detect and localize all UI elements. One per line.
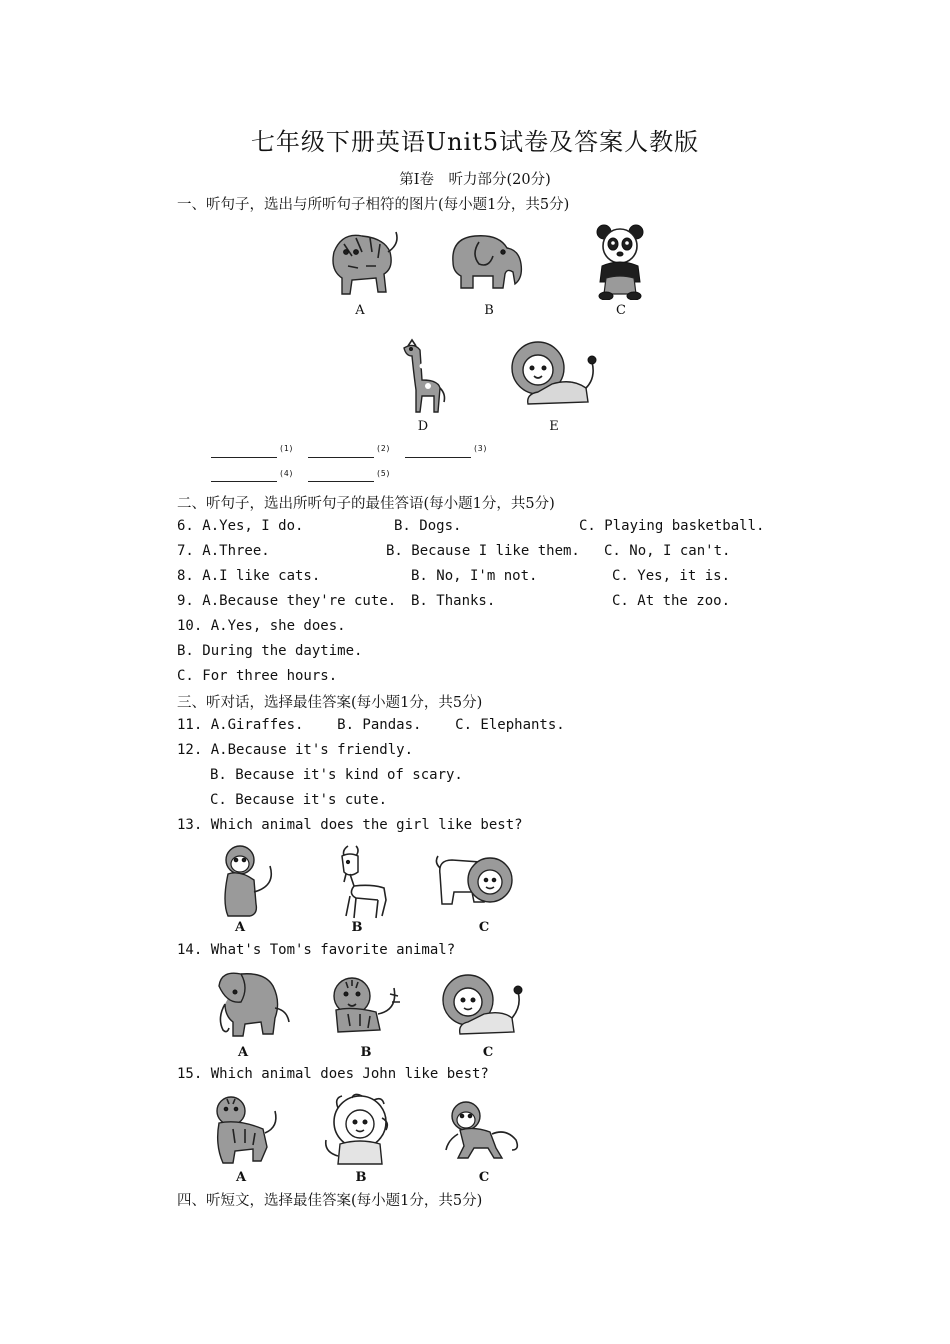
q12-option-c: C. Because it's cute. [210,792,388,808]
blank-number-1: (1) [279,444,294,453]
lion-icon [318,1092,402,1168]
q11-options: 11. A.Giraffes. B. Pandas. C. Elephants. [177,717,565,733]
pic-label-d: D [417,419,429,434]
goat-icon [328,842,392,920]
q14-question: 14. What's Tom's favorite animal? [177,942,456,958]
q10-option-b: B. During the daytime. [177,643,363,659]
blank-number-5: (5) [376,469,391,478]
q15-label-b: B [355,1170,367,1185]
answer-blank-1[interactable] [211,457,277,458]
q14-label-b: B [360,1045,372,1060]
section2-heading: 二、听句子，选出所听句子的最佳答语(每小题1分，共5分) [177,496,555,512]
answer-blank-3[interactable] [405,457,471,458]
q15-question: 15. Which animal does John like best? [177,1066,489,1082]
q6-option-a: 6. A.Yes, I do. [177,518,304,534]
q6-option-c: C. Playing basketball. [579,518,765,534]
answer-blank-2[interactable] [308,457,374,458]
section-subtitle: 第Ⅰ卷 听力部分(20分) [399,172,551,188]
pic-label-b: B [484,303,494,318]
q13-question: 13. Which animal does the girl like best? [177,817,523,833]
q14-label-c: C [482,1045,494,1060]
page-title: 七年级下册英语Unit5试卷及答案人教版 [250,128,700,156]
q13-label-c: C [478,920,490,935]
q12-option-b: B. Because it's kind of scary. [210,767,463,783]
q10-option-a: 10. A.Yes, she does. [177,618,346,634]
pic-label-c: C [616,303,626,318]
q7-option-b: B. Because I like them. [386,543,580,559]
blank-number-2: (2) [376,444,391,453]
q12-option-a: 12. A.Because it's friendly. [177,742,414,758]
q10-option-c: C. For three hours. [177,668,338,684]
q7-option-a: 7. A.Three. [177,543,270,559]
panda-icon [592,222,648,300]
tiger-icon [205,1093,283,1165]
monkey-icon [214,842,280,918]
blank-number-3: (3) [473,444,488,453]
q13-label-a: A [234,920,246,935]
giraffe-icon [398,336,448,414]
answer-blank-5[interactable] [308,481,374,482]
elephant-icon [443,228,529,294]
q15-label-a: A [235,1170,247,1185]
section1-heading: 一、听句子，选出与所听句子相符的图片(每小题1分，共5分) [177,197,570,213]
lion-icon [434,852,516,914]
tiger-icon [322,222,400,298]
answer-blank-4[interactable] [211,481,277,482]
q8-option-a: 8. A.I like cats. [177,568,321,584]
q9-option-b: B. Thanks. [411,593,496,609]
lion-icon [508,338,602,408]
q15-label-c: C [478,1170,490,1185]
q9-option-c: C. At the zoo. [612,593,731,609]
monkey-icon [440,1098,522,1162]
elephant-icon [211,968,295,1040]
lion-icon [438,970,526,1038]
q8-option-b: B. No, I'm not. [411,568,538,584]
section4-heading: 四、听短文，选择最佳答案(每小题1分，共5分) [177,1193,483,1209]
q9-option-a: 9. A.Because they're cute. [177,593,397,609]
tiger-icon [322,974,406,1036]
section3-heading: 三、听对话，选择最佳答案(每小题1分，共5分) [177,695,483,711]
q7-option-c: C. No, I can't. [604,543,731,559]
q14-label-a: A [237,1045,249,1060]
pic-label-e: E [549,419,559,434]
q13-label-b: B [351,920,363,935]
blank-number-4: (4) [279,469,294,478]
q6-option-b: B. Dogs. [394,518,462,534]
q8-option-c: C. Yes, it is. [612,568,731,584]
pic-label-a: A [355,303,365,318]
